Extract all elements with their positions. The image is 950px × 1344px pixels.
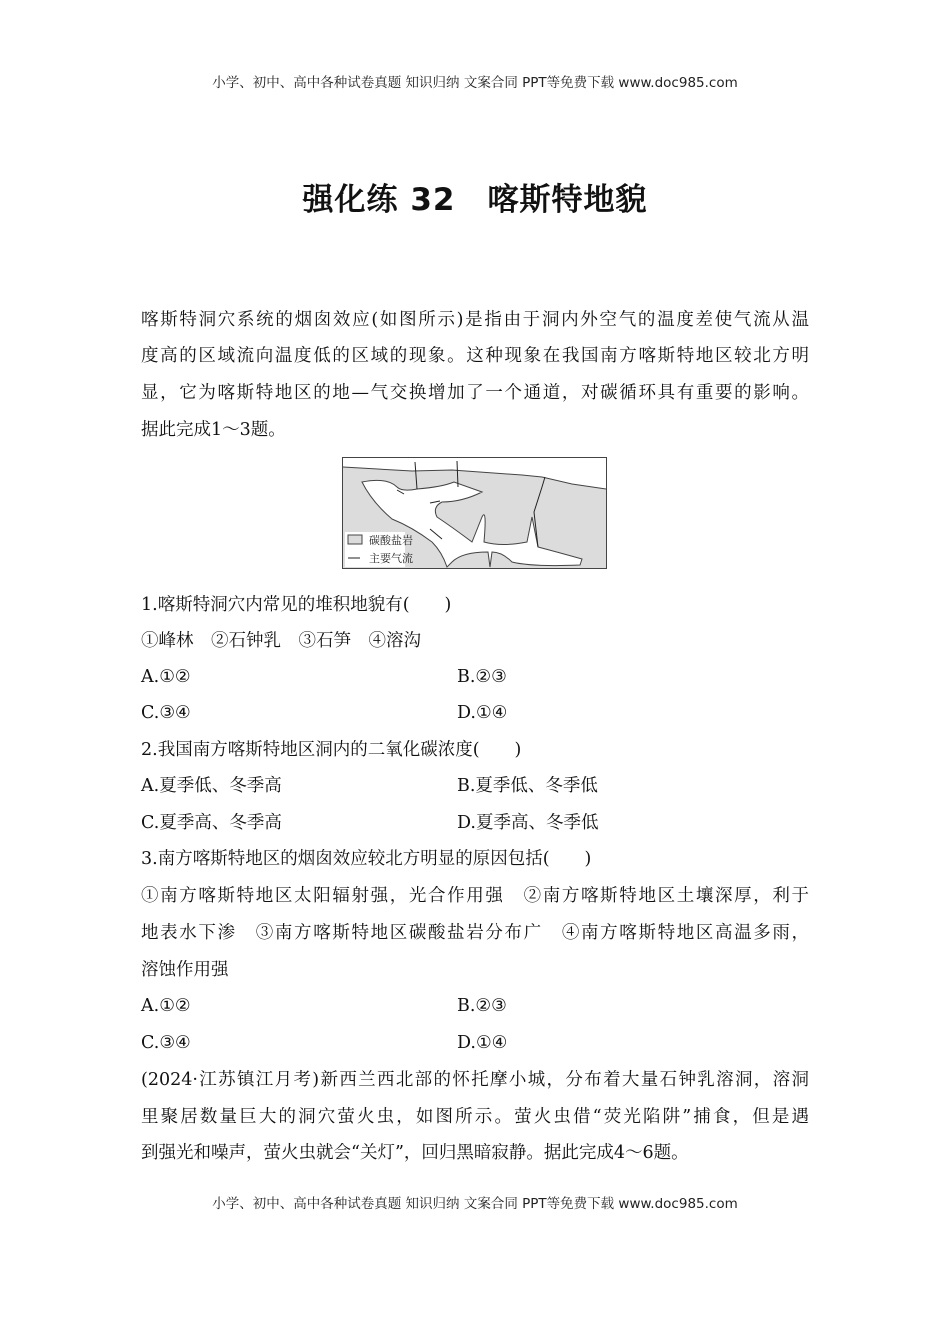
intro-line: 据此完成1～3题。 [141,420,286,440]
q1-option-d[interactable]: D.①④ [457,703,508,723]
q1-option-a[interactable]: A.①② [141,667,191,687]
q2-option-d[interactable]: D.夏季高、冬季低 [457,813,599,833]
q1-option-b[interactable]: B.②③ [457,667,507,687]
q1-items: ①峰林 ②石钟乳 ③石笋 ④溶沟 [141,631,421,651]
q3-option-d[interactable]: D.①④ [457,1033,508,1053]
q2-stem: 2.我国南方喀斯特地区洞内的二氧化碳浓度( ) [141,740,522,760]
q3-option-a[interactable]: A.①② [141,996,191,1016]
cave-chimney-effect-diagram [342,457,607,569]
q2-option-c[interactable]: C.夏季高、冬季高 [141,813,282,833]
q3-items: 地表水下渗 ③南方喀斯特地区碳酸盐岩分布广 ④南方喀斯特地区高温多雨， [141,923,809,943]
q1-option-c[interactable]: C.③④ [141,703,191,723]
q3-stem: 3.南方喀斯特地区的烟囱效应较北方明显的原因包括( ) [141,849,592,869]
legend-main-airflow: 主要气流 [369,552,413,565]
q3-option-c[interactable]: C.③④ [141,1033,191,1053]
page-footer: 小学、初中、高中各种试卷真题 知识归纳 文案合同 PPT等免费下载 www.doc985.com [212,1196,738,1212]
legend-carbonate-rock: 碳酸盐岩 [369,534,413,547]
intro-line: 喀斯特洞穴系统的烟囱效应(如图所示)是指由于洞内外空气的温度差使气流从温 [141,310,809,330]
intro2-line: (2024·江苏镇江月考)新西兰西北部的怀托摩小城，分布着大量石钟乳溶洞，溶洞 [141,1070,809,1090]
intro-line: 显，它为喀斯特地区的地—气交换增加了一个通道，对碳循环具有重要的影响。 [141,383,809,403]
page-title: 强化练 32 喀斯特地貌 [302,182,648,218]
page-header: 小学、初中、高中各种试卷真题 知识归纳 文案合同 PPT等免费下载 www.doc985.com [212,75,738,91]
intro-line: 度高的区域流向温度低的区域的现象。这种现象在我国南方喀斯特地区较北方明 [141,346,809,366]
q3-items: 溶蚀作用强 [141,960,229,980]
q3-items: ①南方喀斯特地区太阳辐射强，光合作用强 ②南方喀斯特地区土壤深厚，利于 [141,886,809,906]
intro2-line: 到强光和噪声，萤火虫就会“关灯”，回归黑暗寂静。据此完成4～6题。 [141,1143,689,1163]
q2-option-b[interactable]: B.夏季低、冬季低 [457,776,598,796]
q2-option-a[interactable]: A.夏季低、冬季高 [141,776,282,796]
q1-stem: 1.喀斯特洞穴内常见的堆积地貌有( ) [141,595,452,615]
intro2-line: 里聚居数量巨大的洞穴萤火虫，如图所示。萤火虫借“荧光陷阱”捕食，但是遇 [141,1107,809,1127]
q3-option-b[interactable]: B.②③ [457,996,507,1016]
